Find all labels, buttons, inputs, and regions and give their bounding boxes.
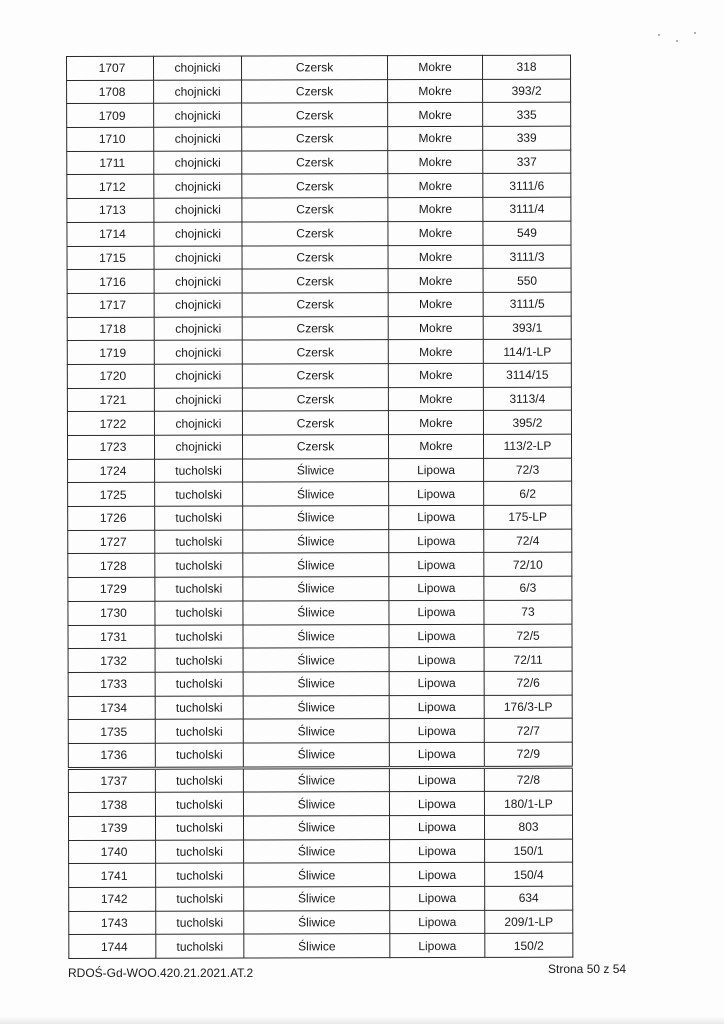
- cell-powiat: chojnicki: [154, 435, 242, 459]
- cell-gmina: Czersk: [242, 79, 388, 103]
- cell-lp: 1724: [68, 459, 155, 483]
- cell-lp: 1709: [67, 104, 154, 128]
- table-row: [68, 742, 572, 768]
- cell-powiat: tucholski: [155, 719, 243, 743]
- cell-gmina: Czersk: [242, 56, 388, 80]
- cell-obreb: Lipowa: [389, 792, 484, 816]
- cell-obreb: Lipowa: [389, 648, 484, 672]
- cell-dzialka: 634: [485, 886, 573, 910]
- table-row: [68, 529, 572, 554]
- cell-gmina: Śliwice: [243, 719, 389, 743]
- cell-powiat: tucholski: [155, 743, 243, 768]
- table-row: [68, 482, 572, 507]
- cell-lp: 1735: [68, 720, 155, 744]
- cell-lp: 1716: [67, 269, 154, 293]
- table-row: [68, 767, 572, 793]
- document-reference: RDOŚ-Gd-WOO.420.21.2021.AT.2: [68, 966, 254, 980]
- cell-obreb: Lipowa: [389, 458, 484, 482]
- table-row: [67, 245, 571, 270]
- cell-powiat: tucholski: [156, 887, 244, 911]
- cell-obreb: Mokre: [388, 340, 483, 364]
- cell-dzialka: 3111/3: [483, 245, 571, 269]
- cell-lp: 1743: [69, 911, 156, 935]
- cell-obreb: Lipowa: [389, 577, 484, 601]
- cell-obreb: Mokre: [388, 55, 483, 79]
- cell-gmina: Śliwice: [243, 458, 389, 482]
- cell-gmina: Śliwice: [243, 695, 389, 719]
- cell-dzialka: 6/3: [484, 576, 572, 600]
- cell-lp: 1732: [68, 648, 155, 672]
- table-row: [68, 576, 572, 601]
- cell-powiat: chojnicki: [154, 174, 242, 198]
- table-row: [68, 600, 572, 625]
- cell-powiat: tucholski: [155, 482, 243, 506]
- cell-lp: 1707: [67, 56, 154, 80]
- cell-lp: 1744: [69, 935, 156, 959]
- cell-obreb: Lipowa: [389, 600, 484, 624]
- cell-powiat: chojnicki: [154, 411, 242, 435]
- cell-lp: 1711: [67, 151, 154, 175]
- cell-obreb: Lipowa: [389, 695, 484, 719]
- table-row: [67, 197, 571, 222]
- cell-gmina: Śliwice: [243, 648, 389, 672]
- cell-obreb: Mokre: [388, 269, 483, 293]
- cell-obreb: Lipowa: [390, 863, 485, 887]
- cell-powiat: tucholski: [155, 672, 243, 696]
- cell-powiat: chojnicki: [154, 364, 242, 388]
- cell-gmina: Śliwice: [243, 482, 389, 506]
- cell-dzialka: 337: [483, 150, 571, 174]
- cell-lp: 1728: [68, 554, 155, 578]
- cell-lp: 1742: [69, 887, 156, 911]
- cell-gmina: Śliwice: [244, 934, 390, 958]
- cell-lp: 1718: [67, 317, 154, 341]
- cell-dzialka: 150/2: [485, 934, 573, 958]
- cell-dzialka: 393/2: [483, 79, 571, 103]
- cell-gmina: Śliwice: [243, 553, 389, 577]
- cell-powiat: tucholski: [155, 648, 243, 672]
- cell-powiat: chojnicki: [154, 340, 242, 364]
- cell-powiat: tucholski: [155, 530, 243, 554]
- cell-obreb: Mokre: [388, 174, 483, 198]
- cell-dzialka: 150/4: [485, 863, 573, 887]
- cell-obreb: Lipowa: [389, 671, 484, 695]
- cell-powiat: chojnicki: [154, 103, 242, 127]
- cell-powiat: chojnicki: [154, 151, 242, 175]
- table-row: [67, 79, 571, 104]
- cell-dzialka: 72/7: [484, 718, 572, 742]
- cell-gmina: Czersk: [242, 150, 388, 174]
- table-row: [69, 934, 573, 959]
- cell-lp: 1736: [68, 743, 155, 768]
- cell-dzialka: 3111/5: [483, 292, 571, 316]
- cell-lp: 1722: [67, 412, 154, 436]
- cell-powiat: tucholski: [156, 863, 244, 887]
- cell-dzialka: 72/5: [484, 624, 572, 648]
- cell-lp: 1733: [68, 672, 155, 696]
- cell-gmina: Czersk: [242, 435, 388, 459]
- table-row: [68, 695, 572, 720]
- cell-dzialka: 72/11: [484, 647, 572, 671]
- table-row: [67, 363, 571, 388]
- cell-lp: 1734: [68, 696, 155, 720]
- table-row: [68, 718, 572, 743]
- cell-dzialka: 180/1-LP: [484, 791, 572, 815]
- cell-dzialka: 176/3-LP: [484, 695, 572, 719]
- cell-obreb: Lipowa: [390, 934, 485, 958]
- cell-obreb: Mokre: [388, 292, 483, 316]
- cell-obreb: Mokre: [388, 221, 483, 245]
- cell-lp: 1708: [67, 80, 154, 104]
- cell-obreb: Mokre: [388, 363, 483, 387]
- cell-powiat: chojnicki: [154, 127, 242, 151]
- cell-powiat: chojnicki: [154, 198, 242, 222]
- cell-lp: 1739: [68, 816, 155, 840]
- cell-powiat: chojnicki: [154, 246, 242, 270]
- cell-obreb: Lipowa: [389, 482, 484, 506]
- table-row: [67, 174, 571, 199]
- cell-lp: 1741: [69, 864, 156, 888]
- table-row: [67, 410, 571, 435]
- table-row: [68, 815, 572, 840]
- cell-obreb: Lipowa: [389, 742, 484, 767]
- cell-lp: 1725: [68, 483, 155, 507]
- cell-dzialka: 175-LP: [484, 505, 572, 529]
- cell-gmina: Czersk: [242, 269, 388, 293]
- cell-gmina: Śliwice: [244, 910, 390, 934]
- cell-dzialka: 339: [483, 126, 571, 150]
- cell-powiat: tucholski: [155, 506, 243, 530]
- cell-lp: 1730: [68, 601, 155, 625]
- cell-obreb: Lipowa: [390, 839, 485, 863]
- cell-obreb: Mokre: [388, 150, 483, 174]
- cell-gmina: Śliwice: [244, 887, 390, 911]
- cell-lp: 1721: [67, 388, 154, 412]
- parcel-table: [66, 55, 573, 959]
- cell-obreb: Lipowa: [389, 624, 484, 648]
- cell-powiat: tucholski: [156, 934, 244, 958]
- cell-powiat: tucholski: [155, 768, 243, 793]
- table-row: [69, 839, 573, 864]
- cell-gmina: Czersk: [242, 364, 388, 388]
- cell-lp: 1719: [67, 341, 154, 365]
- cell-lp: 1729: [68, 577, 155, 601]
- table-row: [67, 55, 571, 80]
- table-row: [67, 316, 571, 341]
- cell-obreb: Lipowa: [389, 553, 484, 577]
- cell-gmina: Śliwice: [243, 816, 389, 840]
- cell-gmina: Śliwice: [243, 743, 389, 768]
- cell-gmina: Czersk: [242, 293, 388, 317]
- cell-gmina: Czersk: [242, 198, 388, 222]
- cell-gmina: Czersk: [242, 340, 388, 364]
- cell-gmina: Czersk: [242, 127, 388, 151]
- cell-dzialka: 72/3: [484, 458, 572, 482]
- cell-lp: 1731: [68, 625, 155, 649]
- cell-powiat: chojnicki: [154, 269, 242, 293]
- cell-obreb: Lipowa: [389, 719, 484, 743]
- cell-lp: 1715: [67, 246, 154, 270]
- cell-powiat: tucholski: [155, 601, 243, 625]
- table-row: [68, 647, 572, 672]
- cell-obreb: Lipowa: [390, 910, 485, 934]
- cell-dzialka: 318: [482, 55, 570, 79]
- cell-obreb: Mokre: [388, 434, 483, 458]
- cell-gmina: Śliwice: [243, 624, 389, 648]
- table-row: [68, 505, 572, 530]
- cell-dzialka: 3111/4: [483, 197, 571, 221]
- cell-obreb: Mokre: [388, 245, 483, 269]
- cell-gmina: Śliwice: [243, 672, 389, 696]
- cell-lp: 1723: [67, 435, 154, 459]
- cell-gmina: Czersk: [242, 387, 388, 411]
- cell-dzialka: 393/1: [483, 316, 571, 340]
- cell-lp: 1717: [67, 293, 154, 317]
- cell-obreb: Lipowa: [389, 505, 484, 529]
- cell-powiat: chojnicki: [154, 388, 242, 412]
- cell-obreb: Mokre: [388, 103, 483, 127]
- cell-powiat: tucholski: [156, 911, 244, 935]
- cell-powiat: tucholski: [155, 792, 243, 816]
- cell-dzialka: 549: [483, 221, 571, 245]
- cell-obreb: Mokre: [388, 126, 483, 150]
- table-row: [67, 221, 571, 246]
- cell-obreb: Mokre: [388, 198, 483, 222]
- cell-dzialka: 3113/4: [483, 387, 571, 411]
- cell-powiat: tucholski: [155, 696, 243, 720]
- table-row: [68, 624, 572, 649]
- cell-lp: 1710: [67, 127, 154, 151]
- cell-lp: 1712: [67, 175, 154, 199]
- cell-obreb: Mokre: [388, 411, 483, 435]
- cell-dzialka: 72/10: [484, 553, 572, 577]
- cell-gmina: Czersk: [242, 411, 388, 435]
- cell-powiat: tucholski: [155, 625, 243, 649]
- cell-dzialka: 73: [484, 600, 572, 624]
- cell-lp: 1738: [68, 793, 155, 817]
- cell-powiat: tucholski: [156, 840, 244, 864]
- parcel-table-body: [67, 55, 573, 958]
- table-row: [67, 339, 571, 364]
- cell-gmina: Śliwice: [243, 600, 389, 624]
- cell-dzialka: 72/4: [484, 529, 572, 553]
- cell-dzialka: 335: [483, 103, 571, 127]
- cell-dzialka: 550: [483, 268, 571, 292]
- cell-dzialka: 3111/6: [483, 174, 571, 198]
- cell-obreb: Lipowa: [389, 815, 484, 839]
- cell-dzialka: 72/6: [484, 671, 572, 695]
- cell-dzialka: 114/1-LP: [483, 339, 571, 363]
- table-row: [69, 910, 573, 935]
- table-row: [67, 387, 571, 412]
- table-row: [68, 458, 572, 483]
- table-row: [67, 126, 571, 151]
- cell-powiat: chojnicki: [154, 317, 242, 341]
- cell-dzialka: 72/8: [484, 767, 572, 792]
- cell-obreb: Mokre: [388, 387, 483, 411]
- cell-lp: 1740: [69, 840, 156, 864]
- cell-dzialka: 803: [484, 815, 572, 839]
- cell-dzialka: 72/9: [484, 742, 572, 767]
- cell-obreb: Lipowa: [390, 886, 485, 910]
- cell-powiat: chojnicki: [154, 56, 242, 80]
- cell-lp: 1727: [68, 530, 155, 554]
- cell-lp: 1720: [67, 364, 154, 388]
- cell-obreb: Mokre: [388, 79, 483, 103]
- table-row: [67, 434, 571, 459]
- table-row: [67, 103, 571, 128]
- cell-dzialka: 150/1: [485, 839, 573, 863]
- cell-dzialka: 6/2: [484, 482, 572, 506]
- cell-gmina: Czersk: [242, 316, 388, 340]
- cell-gmina: Śliwice: [243, 792, 389, 816]
- cell-dzialka: 113/2-LP: [483, 434, 571, 458]
- cell-dzialka: 209/1-LP: [485, 910, 573, 934]
- cell-gmina: Śliwice: [244, 863, 390, 887]
- cell-gmina: Czersk: [242, 245, 388, 269]
- cell-dzialka: 395/2: [483, 410, 571, 434]
- page-number: Strona 50 z 54: [548, 962, 627, 976]
- cell-dzialka: 3114/15: [483, 363, 571, 387]
- table-row: [67, 150, 571, 175]
- cell-powiat: chojnicki: [154, 293, 242, 317]
- table-row: [67, 268, 571, 293]
- cell-lp: 1726: [68, 506, 155, 530]
- table-row: [69, 886, 573, 911]
- cell-powiat: tucholski: [155, 459, 243, 483]
- cell-powiat: tucholski: [155, 577, 243, 601]
- cell-gmina: Śliwice: [243, 577, 389, 601]
- scan-bottom-edge: [0, 1016, 724, 1024]
- cell-obreb: Lipowa: [389, 767, 484, 792]
- cell-powiat: tucholski: [155, 816, 243, 840]
- cell-gmina: Czersk: [242, 174, 388, 198]
- cell-lp: 1714: [67, 222, 154, 246]
- scan-noise: [654, 28, 704, 48]
- cell-powiat: tucholski: [155, 553, 243, 577]
- cell-obreb: Mokre: [388, 316, 483, 340]
- cell-lp: 1737: [68, 768, 155, 793]
- cell-obreb: Lipowa: [389, 529, 484, 553]
- cell-gmina: Śliwice: [243, 529, 389, 553]
- cell-gmina: Śliwice: [243, 506, 389, 530]
- cell-powiat: chojnicki: [154, 80, 242, 104]
- table-row: [67, 292, 571, 317]
- cell-gmina: Śliwice: [243, 767, 389, 792]
- cell-gmina: Czersk: [242, 221, 388, 245]
- cell-powiat: chojnicki: [154, 222, 242, 246]
- table-row: [68, 791, 572, 816]
- cell-gmina: Czersk: [242, 103, 388, 127]
- table-row: [69, 863, 573, 888]
- table-row: [68, 553, 572, 578]
- cell-lp: 1713: [67, 198, 154, 222]
- cell-gmina: Śliwice: [244, 839, 390, 863]
- table-row: [68, 671, 572, 696]
